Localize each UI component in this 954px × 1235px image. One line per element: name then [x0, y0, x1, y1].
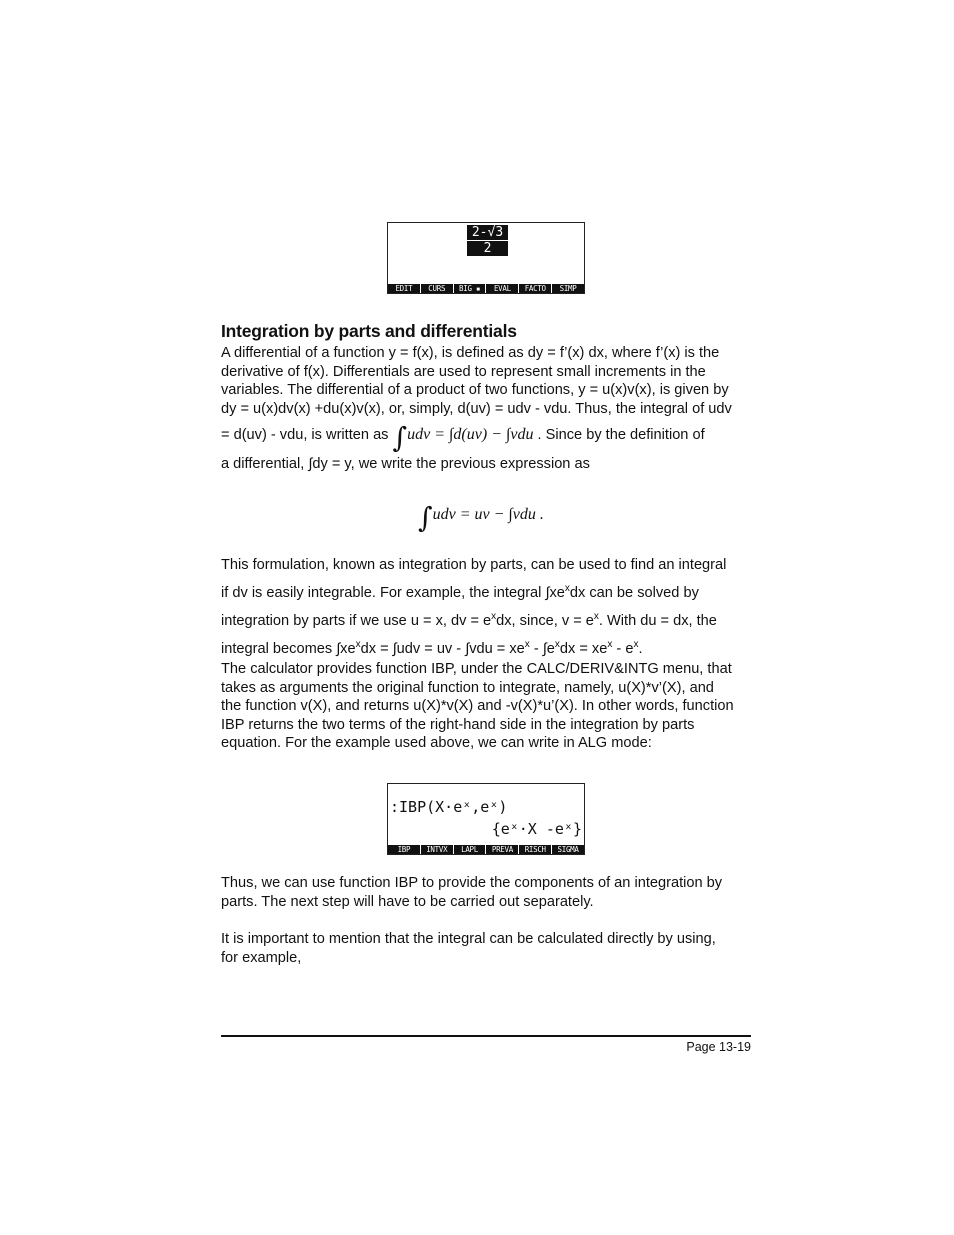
menu-key-preva: PREVA	[486, 845, 518, 854]
text-line: the function v(X), and returns u(X)*v(X) and -v(X)*u’(X). In other words, function	[221, 698, 734, 715]
text-line: if dv is easily integrable. For example, the integral $\int xe^xdx$ can be solved by	[221, 583, 699, 601]
paragraph-direct-integral	[221, 930, 751, 967]
menu-key-ibp: IBP	[388, 845, 420, 854]
calculator-screen-2	[387, 783, 585, 855]
section-heading: Integration by parts and differentials	[221, 321, 517, 341]
soft-menu-bar	[388, 284, 584, 293]
text-line: derivative of f(x). Differentials are used to represent small increments in the	[221, 363, 706, 380]
inline-equation-line	[221, 421, 705, 454]
text-line: for example,	[221, 949, 302, 966]
menu-key-intvx: INTVX	[421, 845, 453, 854]
paragraph-differentials	[221, 344, 751, 418]
text-line: parts. The next step will have to be carried out separately.	[221, 893, 594, 910]
text-line: IBP returns the two terms of the right-hand side in the integration by parts	[221, 716, 695, 733]
paragraph-ibp-components	[221, 874, 751, 911]
integral-sign: ∫	[392, 421, 408, 454]
calculator-screen-1	[387, 222, 585, 294]
soft-menu-bar	[388, 845, 584, 854]
text-line: The calculator provides function IBP, under the CALC/DERIV&INTG menu, that	[221, 661, 732, 677]
footer-rule	[221, 1035, 751, 1037]
inline-equation: udv = ∫d(uv) − ∫vdu	[407, 426, 534, 443]
text-line: . Since by the definition of	[537, 427, 705, 443]
equation-text: udv = uv − ∫vdu .	[432, 506, 544, 523]
menu-key-curs: CURS	[421, 284, 453, 293]
fraction-denominator: 2	[483, 241, 492, 256]
text-line: A differential of a function y = f(x), is defined as dy = f’(x) dx, where f’(x) is the	[221, 345, 720, 361]
text-line: This formulation, known as integration by parts, can be used to find an integral	[221, 557, 727, 573]
menu-key-eval: EVAL	[486, 284, 518, 293]
text-line: variables. The differential of a product of two functions, y = u(x)v(x), is given by	[221, 382, 729, 399]
paragraph-ibp-formulation	[221, 554, 751, 661]
menu-key-risch: RISCH	[519, 845, 551, 854]
menu-key-lapl: LAPL	[454, 845, 486, 854]
menu-key-facto: FACTO	[519, 284, 551, 293]
text-line: Thus, we can use function IBP to provide the components of an integration by	[221, 875, 723, 891]
calc-input-line: :IBP(X·eˣ,eˣ)	[390, 798, 508, 816]
page-number: Page 13-19	[686, 1040, 751, 1054]
calc-result-line: {eˣ·X -eˣ}	[491, 820, 582, 838]
text-line: It is important to mention that the integral can be calculated directly by using,	[221, 931, 716, 947]
menu-key-simp: SIMP	[552, 284, 584, 293]
menu-key-big: BIG ▪	[454, 284, 486, 293]
text-line: integration by parts if we use u = x, dv = $e^xdx$, since, $v = e^x$. With du = dx, the	[221, 611, 717, 629]
integral-sign: ∫	[418, 501, 433, 534]
menu-key-edit: EDIT	[388, 284, 420, 293]
text-line: = d(uv) - vdu, is written as	[221, 427, 389, 443]
text-line: equation. For the example used above, we can write in ALG mode:	[221, 735, 652, 752]
display-equation	[418, 501, 544, 534]
text-line: integral becomes $\int xe^xdx = \int udv$ = uv - $\int vdu = xe^x - \int e^xdx = xe^x - e^x$.	[221, 639, 643, 657]
fraction-numerator: 2-√3	[467, 225, 508, 241]
text-line: takes as arguments the original function to integrate, namely, u(X)*v’(X), and	[221, 679, 714, 696]
menu-key-sigma: SIGMA	[552, 845, 584, 854]
text-line: a differential, ∫dy = y, we write the previous expression as	[221, 456, 590, 472]
text-line: dy = u(x)dv(x) +du(x)v(x), or, simply, d(uv) = udv - vdu. Thus, the integral of udv	[221, 400, 732, 417]
paragraph-ibp-function	[221, 660, 751, 753]
fraction-display	[467, 225, 508, 256]
